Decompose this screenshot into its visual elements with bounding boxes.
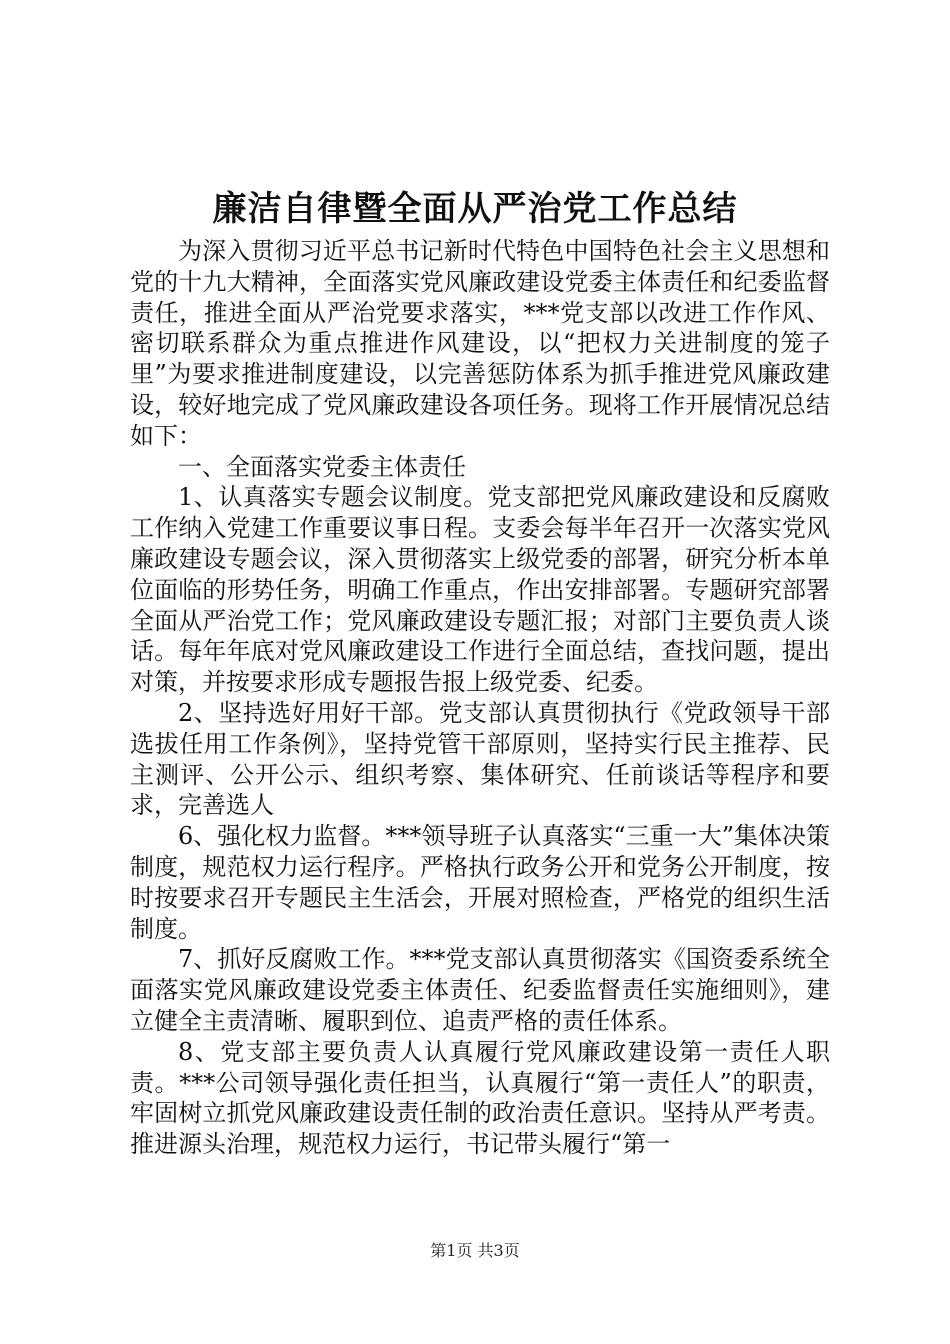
body-paragraph: 6、强化权力监督。***领导班子认真落实“三重一大”集体决策制度，规范权力运行程序。严格执行政务公开和党务公开制度，按时按要求召开专题民主生活会，开展对照检查，严格党的组织生活制度。 (130, 822, 830, 943)
document-title: 廉洁自律暨全面从严治党工作总结 (212, 189, 738, 229)
body-paragraph: 1、认真落实专题会议制度。党支部把党风廉政建设和反腐败工作纳入党建工作重要议事日程。支委会每半年召开一次落实党风廉政建设专题会议，深入贯彻落实上级党委的部署，研究分析本单位面临的形势任务，明确工作重点，作出安排部署。专题研究部署全面从严治党工作；党风廉政建设专题汇报；对部门主要负责人谈话。每年年底对党风廉政建设工作进行全面总结，查找问题，提出对策，并按要求形成专题报告报上级党委、纪委。 (130, 483, 830, 697)
page-number-footer: 第1页 共3页 (430, 1241, 520, 1260)
document-body (130, 236, 830, 1160)
intro-paragraph: 为深入贯彻习近平总书记新时代特色中国特色社会主义思想和党的十九大精神，全面落实党风廉政建设党委主体责任和纪委监督责任，推进全面从严治党要求落实，***党支部以改进工作作风、密切联系群众为重点推进作风建设，以“把权力关进制度的笼子里”为要求推进制度建设，以完善惩防体系为抓手推进党风廉政建设，较好地完成了党风廉政建设各项任务。现将工作开展情况总结如下： (130, 237, 830, 450)
body-paragraph: 2、坚持选好用好干部。党支部认真贯彻执行《党政领导干部选拔任用工作条例》，坚持党管干部原则，坚持实行民主推荐、民主测评、公开公示、组织考察、集体研究、任前谈话等程序和要求，完善选人 (130, 698, 830, 820)
section-heading: 一、全面落实党委主体责任 (178, 452, 466, 481)
body-paragraph: 7、抓好反腐败工作。***党支部认真贯彻落实《国资委系统全面落实党风廉政建设党委主体责任、纪委监督责任实施细则》，建立健全主责清晰、履职到位、追责严格的责任体系。 (130, 945, 830, 1035)
body-paragraph: 8、党支部主要负责人认真履行党风廉政建设第一责任人职责。***公司领导强化责任担当，认真履行“第一责任人”的职责，牢固树立抓党风廉政建设责任制的政治责任意识。坚持从严考责。推进源头治理，规范权力运行，书记带头履行“第一 (130, 1037, 830, 1159)
